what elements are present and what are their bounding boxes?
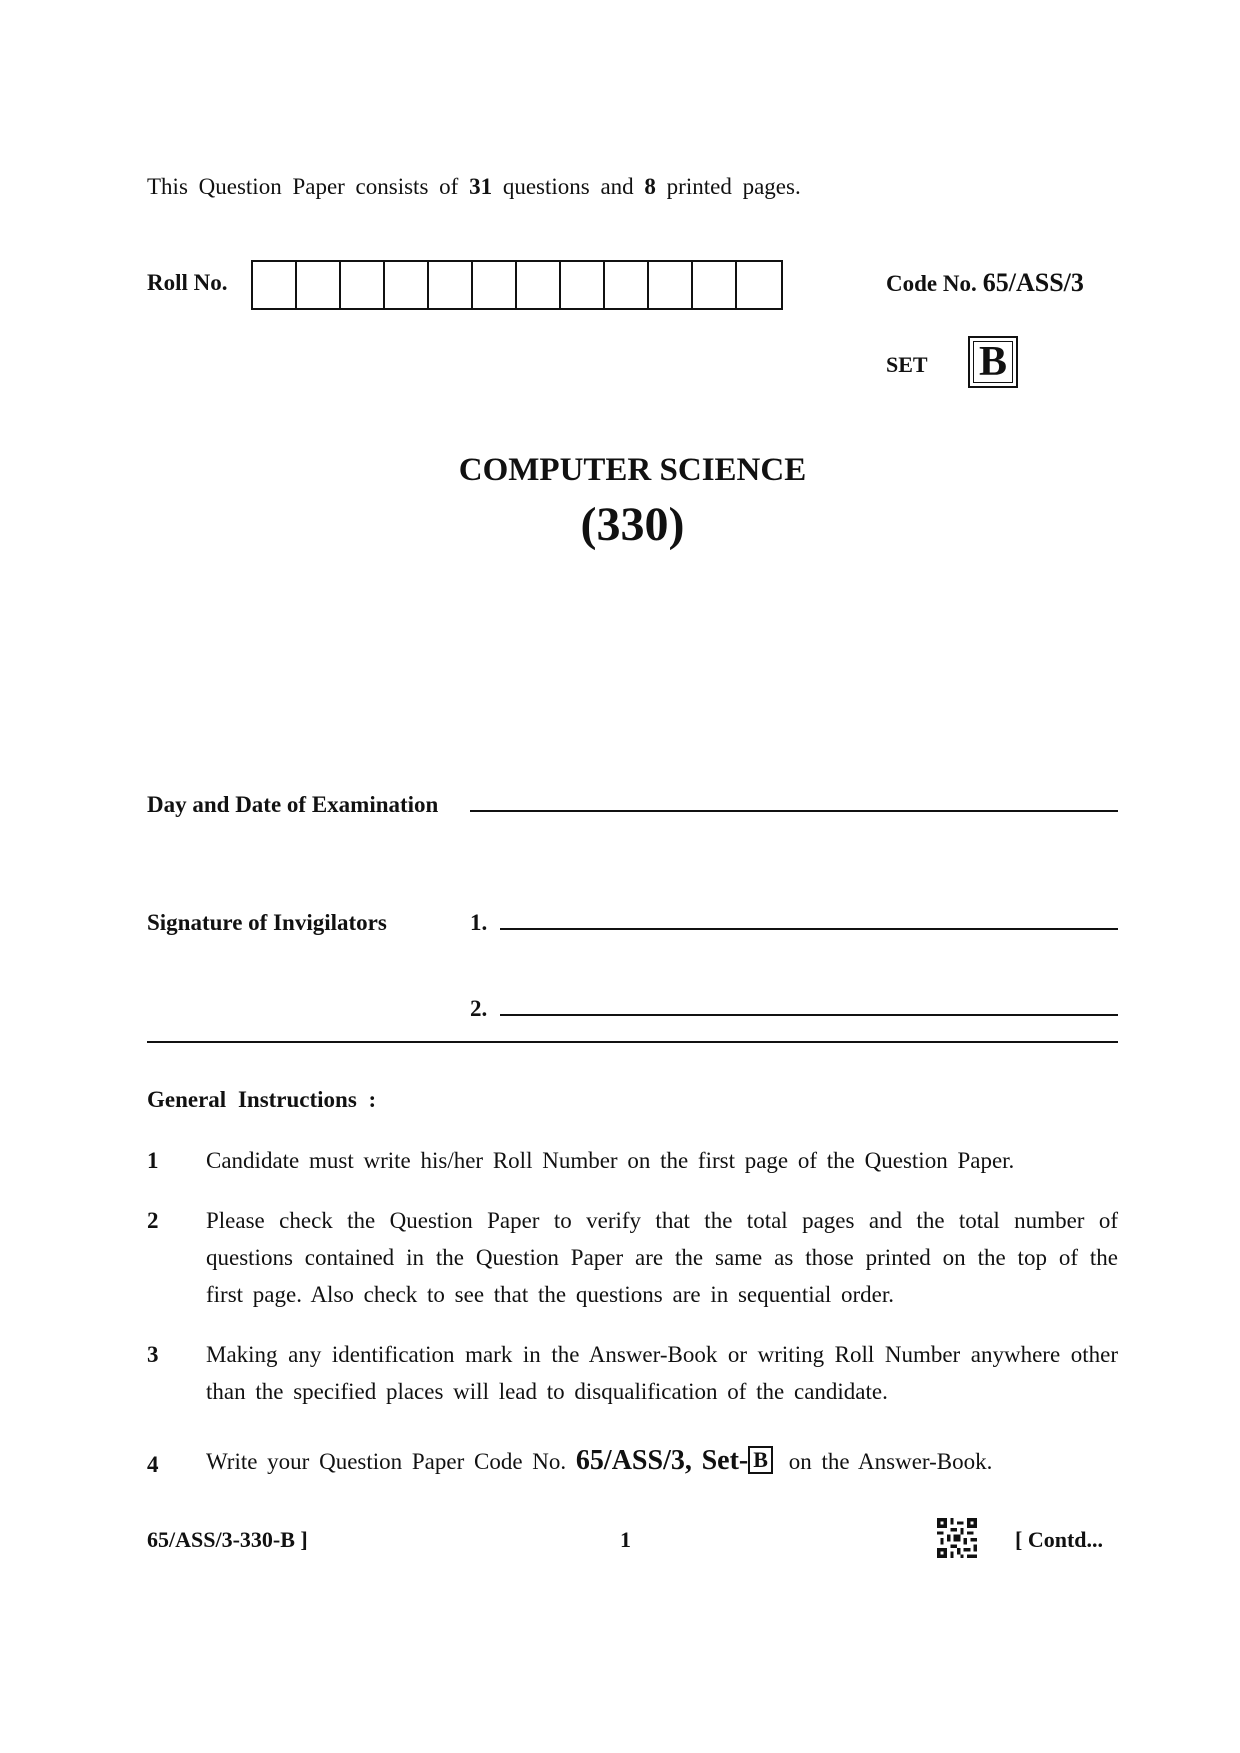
footer-paper-code: 65/ASS/3-330-B ]: [147, 1527, 308, 1552]
footer-continued: [ Contd...: [1015, 1527, 1104, 1552]
instruction-text: Making any identification mark in the Answer-Book or writing Roll Number anywhere other than the specified places will lead to disqualification of the candidate.: [206, 1342, 1118, 1404]
instructions-heading: General Instructions :: [147, 1087, 377, 1112]
code-number-label: Code No.: [886, 271, 977, 296]
code-number-value: 65/ASS/3: [982, 268, 1084, 297]
roll-number-box[interactable]: [649, 262, 693, 308]
roll-number-box[interactable]: [297, 262, 341, 308]
roll-number-box[interactable]: [561, 262, 605, 308]
roll-number-box[interactable]: [473, 262, 517, 308]
inline-set-box: B: [748, 1446, 773, 1474]
invigilator-2-signature-line[interactable]: [500, 1014, 1118, 1016]
set-value: B: [978, 339, 1007, 385]
set-label: SET: [886, 352, 928, 377]
roll-number-box[interactable]: [253, 262, 297, 308]
exam-date-label: Day and Date of Examination: [147, 792, 439, 817]
subject-name: COMPUTER SCIENCE: [458, 452, 807, 488]
roll-number-boxes: [251, 260, 783, 310]
instruction-number: 1: [147, 1148, 159, 1173]
roll-number-box[interactable]: [605, 262, 649, 308]
instruction-text: Please check the Question Paper to verify that the total pages and the total number of questions contained in the Question Paper are the same as those printed on the top of the first page. Also check to see that the questions are in sequential order.: [206, 1208, 1118, 1307]
roll-number-box[interactable]: [737, 262, 781, 308]
subject-code: (330): [580, 498, 685, 551]
roll-number-box[interactable]: [341, 262, 385, 308]
question-count: 31: [469, 174, 493, 199]
paper-summary: This Question Paper consists of 31 questions and 8 printed pages.: [147, 174, 801, 199]
code-number: [886, 268, 1084, 298]
instruction-number: 4: [147, 1452, 159, 1477]
invigilators-label: Signature of Invigilators: [147, 910, 387, 935]
set-prefix: Set-: [701, 1445, 749, 1476]
roll-number-label: Roll No.: [147, 270, 228, 295]
instruction-number: 3: [147, 1342, 159, 1367]
invigilator-2-number: 2.: [470, 996, 488, 1021]
paper-code-emphasis: 65/ASS/3,: [575, 1445, 692, 1476]
set-box: [968, 336, 1018, 388]
invigilator-1-signature-line[interactable]: [500, 928, 1118, 930]
exam-date-line[interactable]: [470, 810, 1118, 812]
roll-number-box[interactable]: [385, 262, 429, 308]
page-count: 8: [644, 174, 656, 199]
roll-number-box[interactable]: [517, 262, 561, 308]
section-divider: [147, 1041, 1118, 1043]
instruction-text: Write your Question Paper Code No. 65/ASS/3, Set- B on the Answer-Book.: [206, 1445, 993, 1476]
qr-code-icon: [936, 1518, 978, 1558]
instruction-number: 2: [147, 1208, 159, 1233]
footer-page-number: 1: [620, 1527, 631, 1552]
instruction-text: Candidate must write his/her Roll Number on the first page of the Question Paper.: [206, 1148, 1015, 1173]
roll-number-box[interactable]: [693, 262, 737, 308]
roll-number-box[interactable]: [429, 262, 473, 308]
set-box-inner-border: [973, 341, 1013, 383]
invigilator-1-number: 1.: [470, 910, 488, 935]
